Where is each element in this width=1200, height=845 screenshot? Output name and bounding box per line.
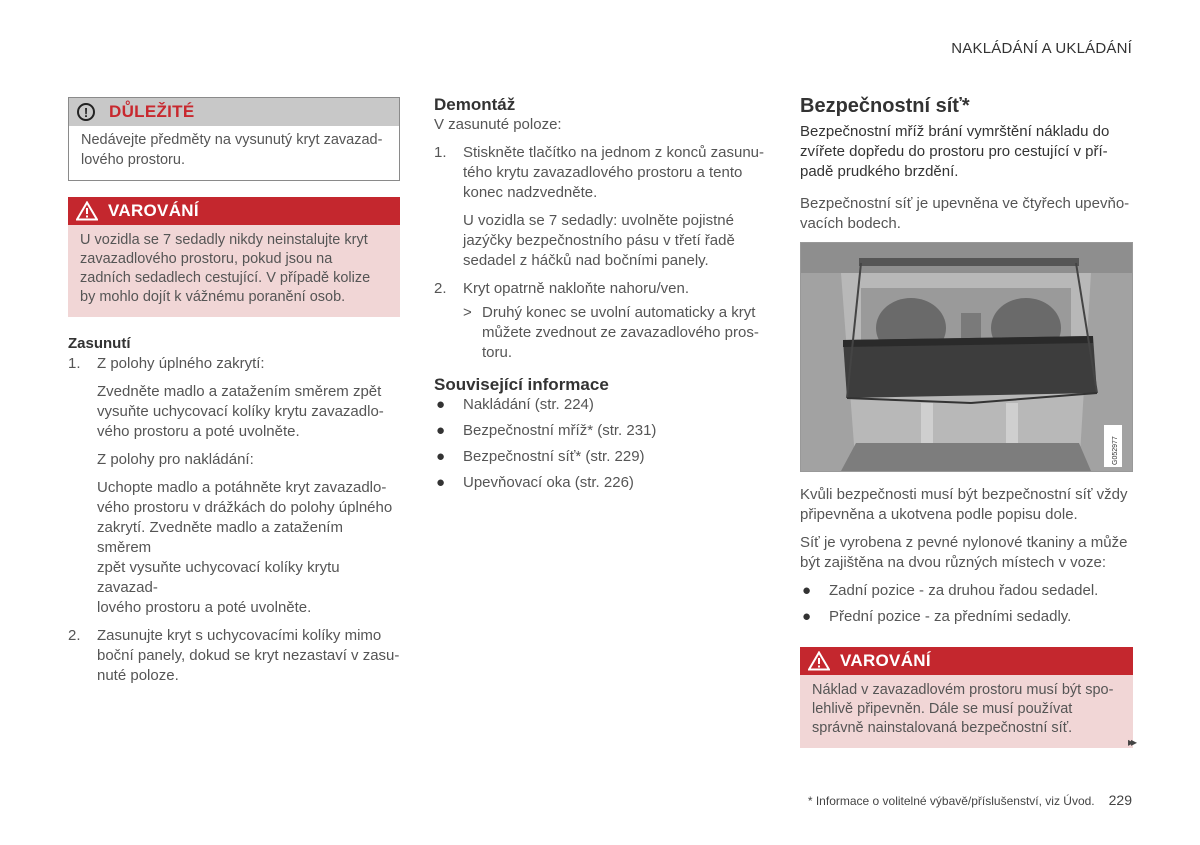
warning-header	[68, 197, 400, 225]
continue-arrows-icon: ▸▸	[1127, 735, 1134, 749]
related-link[interactable]: ● Bezpečnostní síť* (str. 229)	[436, 448, 645, 465]
page-number: 229	[1108, 792, 1132, 808]
bullet-icon: ●	[436, 422, 446, 439]
removal-step-2: 2. Kryt opatrně nakloňte nahoru/ven.	[434, 280, 689, 297]
related-link[interactable]: ● Upevňovací oka (str. 226)	[436, 474, 634, 491]
important-title: DŮLEŽITÉ	[109, 102, 195, 121]
retract-paragraph-2: Z polohy pro nakládání:	[97, 451, 254, 468]
bullet-icon: ●	[436, 396, 446, 413]
safety-net-details	[800, 485, 1133, 748]
removal-result: > Druhý konec se uvolní automaticky a kryt můžete zvednout ze zavazadlového pros- toru.	[463, 304, 759, 361]
left-column	[68, 97, 400, 686]
warning-title: VAROVÁNÍ	[108, 201, 199, 220]
position-bullet: ● Zadní pozice - za druhou řadou sedadel.	[802, 582, 1099, 599]
warning-triangle-icon	[76, 201, 98, 221]
removal-subheading: V zasunuté poloze:	[434, 116, 562, 133]
retract-paragraph-3: Uchopte madlo a potáhněte kryt zavazadlo- vého prostoru v drážkách do polohy úplného zakrytí. Zvedněte madlo a zatažením směrem zpět vysuňte uchycovací kolíky krytu zavazad- lového prostoru a poté uvolněte.	[97, 479, 393, 616]
related-link[interactable]: ● Bezpečnostní mříž* (str. 231)	[436, 422, 657, 439]
exclamation-icon: !	[77, 103, 95, 121]
warning-title: VAROVÁNÍ	[840, 651, 931, 670]
warning-box-1	[68, 197, 400, 317]
safety-net-paragraph-3: Síť je vyrobena z pevné nylonové tkaniny a může být zajištěna na dvou různých místech v voze:	[800, 534, 1128, 571]
retract-step-2: 2. Zasunujte kryt s uchycovacími kolíky mimo boční panely, dokud se kryt nezastaví v zasu- nuté poloze.	[68, 627, 400, 684]
warning-text: Náklad v zavazadlovém prostoru musí být spo- lehlivě připevněn. Dále se musí používat správně nainstalovaná bezpečnostní síť.	[800, 675, 1133, 748]
cargo-area-illustration	[801, 243, 1132, 471]
related-info	[434, 375, 774, 493]
retract-step-1: 1. Z polohy úplného zakrytí:	[68, 355, 265, 372]
retract-heading: Zasunutí	[68, 335, 131, 352]
footer	[808, 792, 1132, 808]
result-marker: >	[463, 304, 472, 321]
safety-net-paragraph-1: Bezpečnostní síť je upevněna ve čtyřech upevňo- vacích bodech.	[800, 195, 1130, 232]
bullet-icon: ●	[802, 582, 812, 599]
bullet-icon: ●	[802, 608, 812, 625]
safety-net-paragraph-2: Kvůli bezpečnosti musí být bezpečnostní síť vždy připevněna a ukotvena podle popisu dole.	[800, 486, 1128, 523]
important-box	[68, 97, 400, 181]
removal-step-1: 1. Stiskněte tlačítko na jednom z konců zasunu- tého krytu zavazadlového prostoru a tento konec nadzvedněte.	[434, 144, 764, 201]
warning-box-2	[800, 647, 1133, 748]
section-header: NAKLÁDÁNÍ A UKLÁDÁNÍ	[951, 40, 1132, 57]
position-bullet: ● Přední pozice - za předními sedadly.	[802, 608, 1072, 625]
warning-triangle-icon	[808, 651, 830, 671]
warning-text: U vozidla se 7 sedadly nikdy neinstalujte kryt zavazadlového prostoru, pokud jsou na zadních sedadlech cestující. V případě kolize by mohlo dojít k vážnému poranění osob.	[68, 225, 400, 317]
important-text: Nedávejte předměty na vysunutý kryt zavazad- lového prostoru.	[81, 132, 383, 168]
related-link[interactable]: ● Nakládání (str. 224)	[436, 396, 594, 413]
middle-column	[434, 95, 774, 493]
bullet-icon: ●	[436, 474, 446, 491]
safety-net-photo	[800, 242, 1133, 472]
warning-header	[800, 647, 1133, 675]
safety-net-heading: Bezpečnostní síť*	[800, 95, 970, 117]
bullet-icon: ●	[436, 448, 446, 465]
removal-heading: Demontáž	[434, 95, 516, 114]
safety-net-lead: Bezpečnostní mříž brání vymrštění nákladu do zvířete dopředu do prostoru pro cestující v pří- padě prudkého brzdění.	[800, 123, 1110, 180]
related-heading: Související informace	[434, 375, 609, 394]
removal-note: U vozidla se 7 sedadly: uvolněte pojistné jazýčky bezpečnostního pásu v třetí řadě sedadel z háčků nad bočními panely.	[463, 212, 735, 269]
image-code: G052977	[1112, 436, 1119, 465]
retract-section	[68, 335, 400, 686]
important-header	[69, 98, 399, 126]
right-column	[800, 95, 1133, 234]
footnote: * Informace o volitelné výbavě/příslušenství, viz Úvod.	[807, 794, 1095, 808]
retract-paragraph-1: Zvedněte madlo a zatažením směrem zpět vysuňte uchycovací kolíky krytu zavazadlo- vého prostoru a poté uvolněte.	[97, 383, 384, 440]
